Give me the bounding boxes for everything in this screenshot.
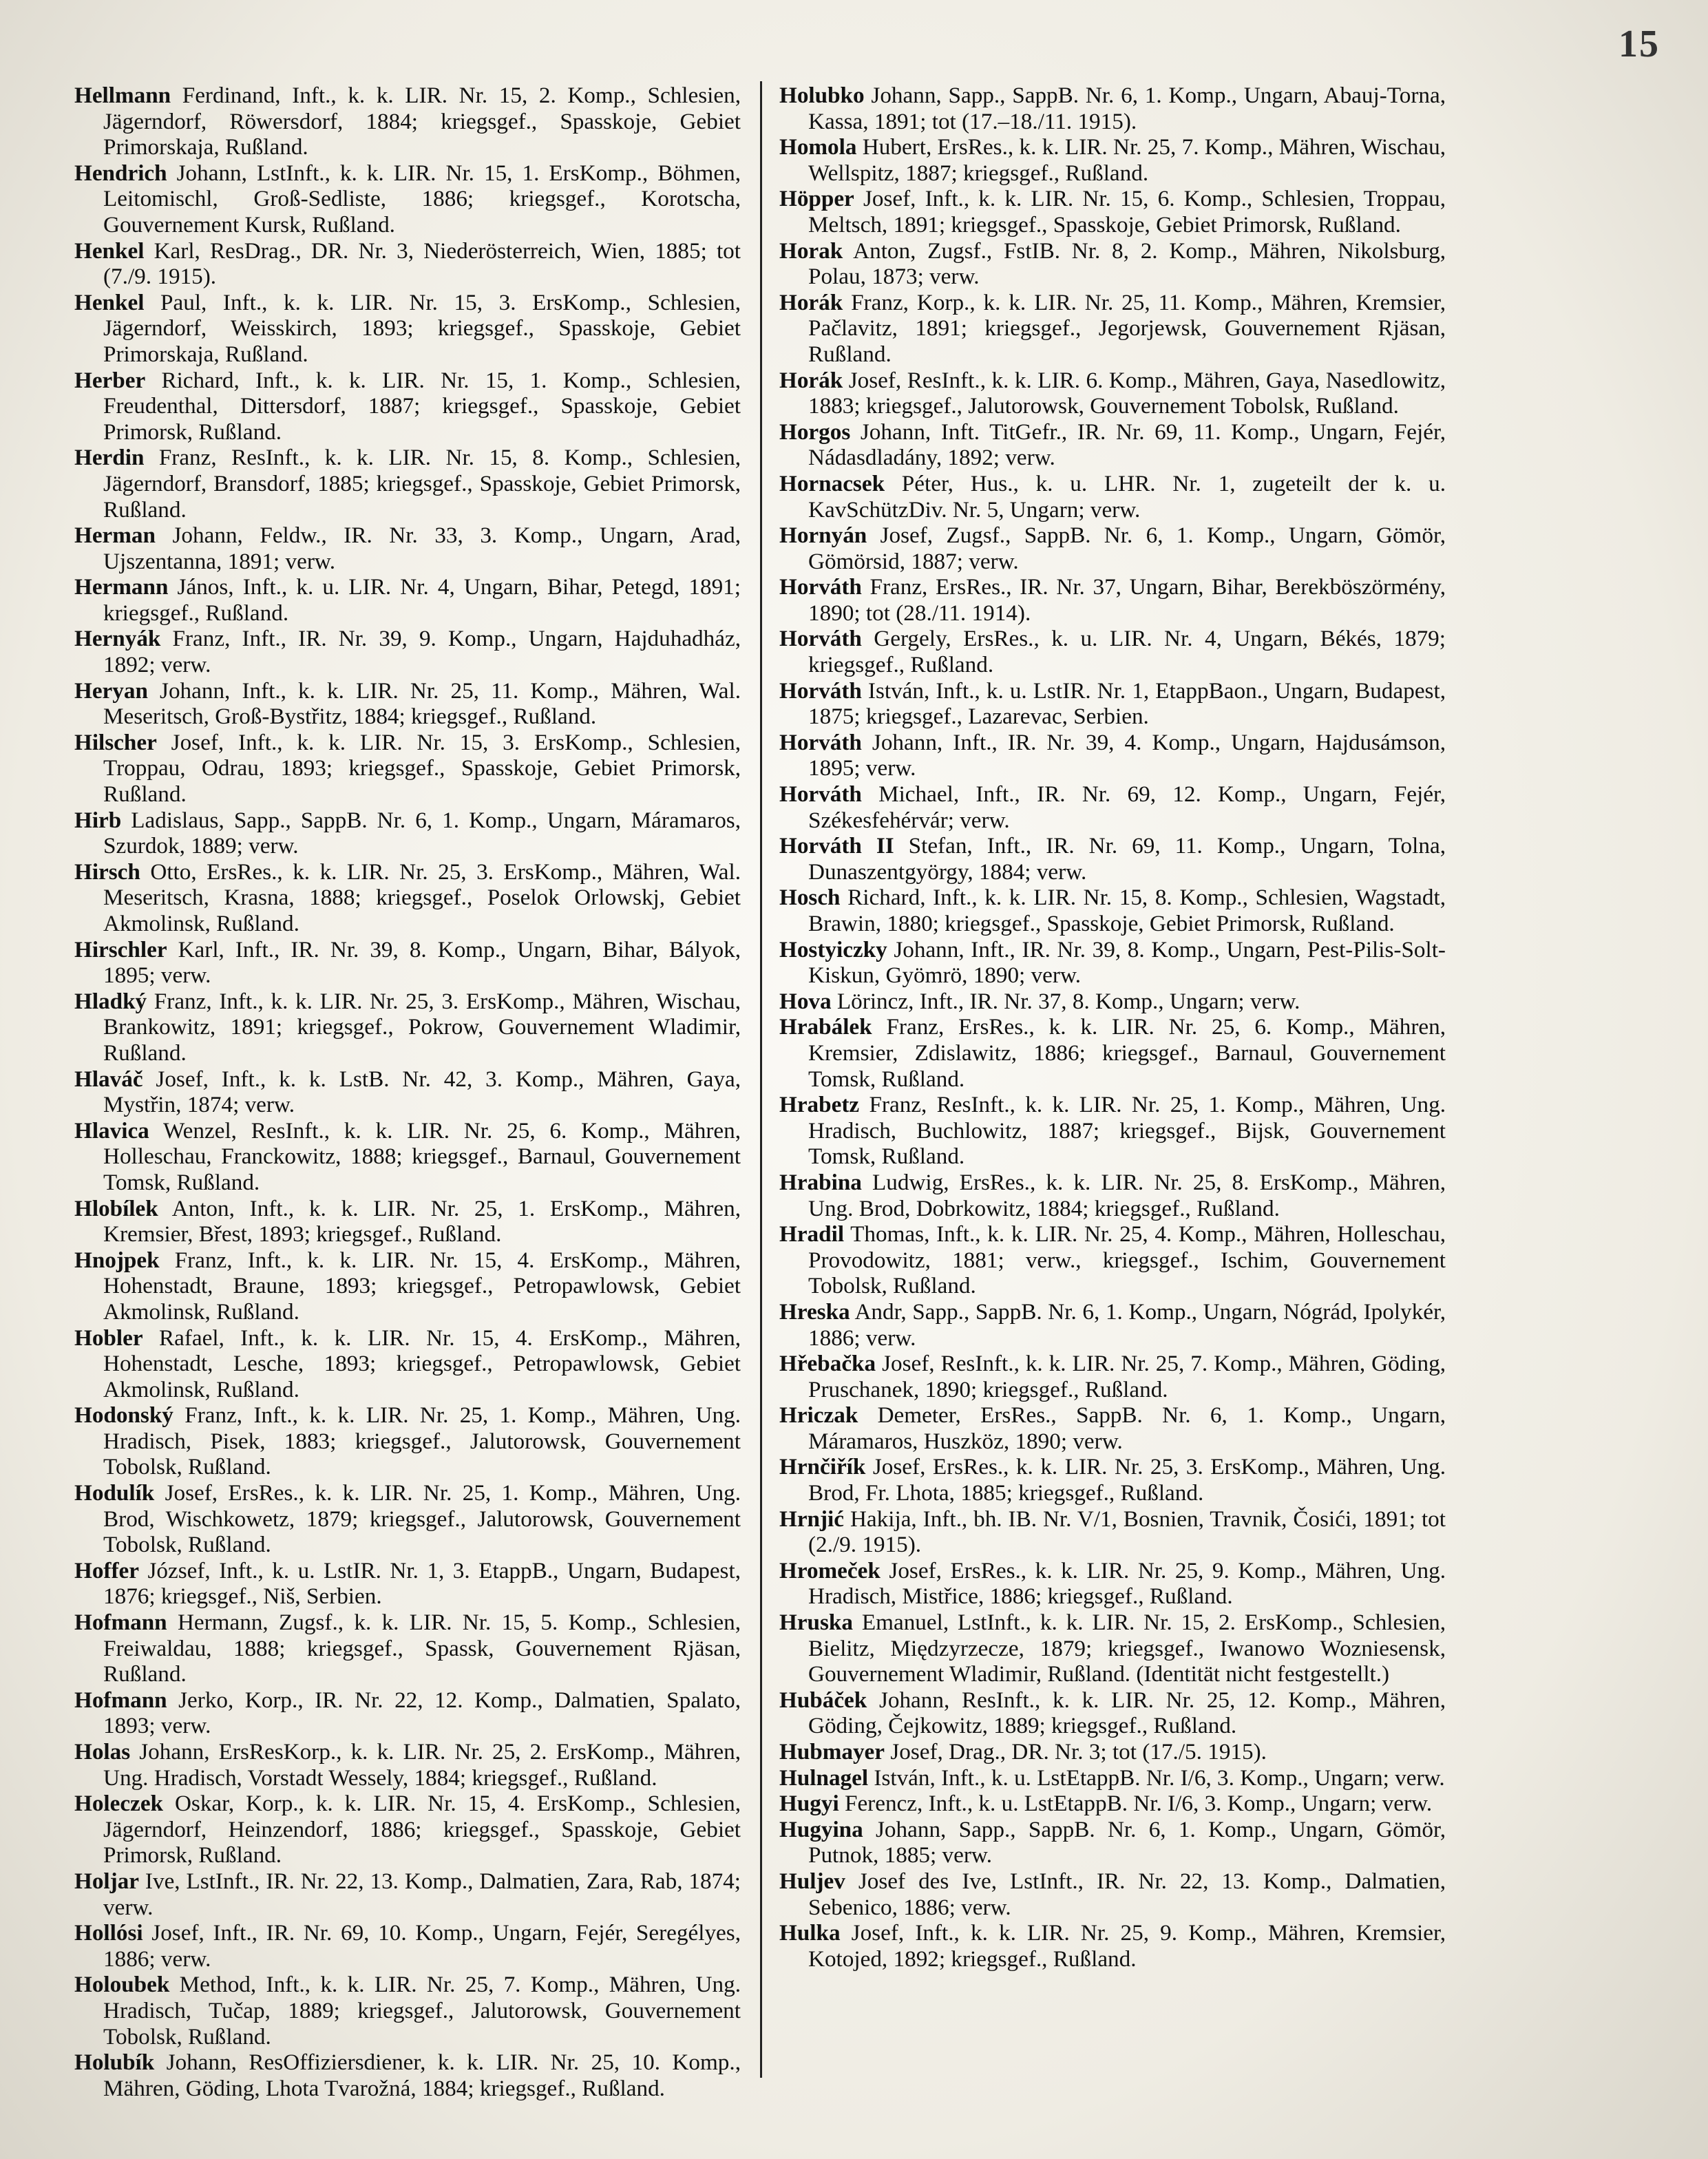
entry-surname: Hrnčiřík <box>779 1454 866 1480</box>
entry-surname: Hlobílek <box>74 1195 158 1221</box>
entry-surname: Horgos <box>779 419 851 445</box>
entry-surname: Hermann <box>74 574 169 600</box>
list-entry <box>74 1066 741 1118</box>
entry-details: Thomas, Inft., k. k. LIR. Nr. 25, 4. Komp., Mähren, Holleschau, Provodowitz, 1881; verw., kriegsgef., Ischim, Gouvernement Tobolsk, Rußland. <box>808 1221 1446 1299</box>
entry-details: Hermann, Zugsf., k. k. LIR. Nr. 15, 5. Komp., Schlesien, Freiwaldau, 1888; kriegsgef., Spassk, Gouvernement Rjäsan, Rußland. <box>103 1610 741 1687</box>
entry-details: Andr, Sapp., SappB. Nr. 6, 1. Komp., Ungarn, Nógrád, Ipolykér, 1886; verw. <box>808 1298 1446 1351</box>
entry-details: Josef, ErsRes., k. k. LIR. Nr. 25, 9. Komp., Mähren, Ung. Hradisch, Mistřice, 1886; kriegsgef., Rußland. <box>808 1557 1446 1610</box>
list-entry <box>779 626 1446 677</box>
entry-surname: Horváth II <box>779 833 894 859</box>
list-entry <box>779 781 1446 833</box>
entry-surname: Horváth <box>779 626 862 652</box>
entry-details: Josef, Inft., IR. Nr. 69, 10. Komp., Ungarn, Fejér, Seregélyes, 1886; verw. <box>103 1920 741 1972</box>
page-number: 15 <box>1619 23 1660 65</box>
list-entry <box>779 523 1446 574</box>
list-entry <box>74 1687 741 1739</box>
entry-details: Josef, Zugsf., SappB. Nr. 6, 1. Komp., Ungarn, Gömör, Gömörsid, 1887; verw. <box>808 523 1446 574</box>
entry-details: Ladislaus, Sapp., SappB. Nr. 6, 1. Komp., Ungarn, Máramaros, Szurdok, 1889; verw. <box>103 807 741 859</box>
entry-details: Richard, Inft., k. k. LIR. Nr. 15, 1. Komp., Schlesien, Freudenthal, Dittersdorf, 1887; kriegsgef., Spasskoje, Gebiet Primorsk, Rußland. <box>103 367 741 445</box>
entry-surname: Horváth <box>779 781 862 808</box>
entry-surname: Hrabetz <box>779 1092 860 1118</box>
list-entry <box>779 1092 1446 1170</box>
list-entry <box>74 626 741 677</box>
entry-details: Johann, Inft., k. k. LIR. Nr. 25, 11. Komp., Mähren, Wal. Meseritsch, Groß-Bystřitz, 1884; kriegsgef., Rußland. <box>103 677 741 730</box>
entry-details: Péter, Hus., k. u. LHR. Nr. 1, zugeteilt der k. u. KavSchützDiv. Nr. 5, Ungarn; verw. <box>808 470 1446 523</box>
entry-details: Hakija, Inft., bh. IB. Nr. V/1, Bosnien, Travnik, Čosići, 1891; tot (2./9. 1915). <box>808 1506 1446 1558</box>
list-entry <box>74 1610 741 1687</box>
entry-surname: Huljev <box>779 1868 845 1894</box>
list-entry <box>779 1868 1446 1920</box>
entry-surname: Hřebačka <box>779 1351 876 1377</box>
entry-details: Rafael, Inft., k. k. LIR. Nr. 15, 4. ErsKomp., Mähren, Hohenstadt, Lesche, 1893; kriegsgef., Petropawlowsk, Gebiet Akmolinsk, Rußland. <box>103 1325 741 1402</box>
entry-details: Josef, ResInft., k. k. LIR. Nr. 25, 7. Komp., Mähren, Göding, Pruschanek, 1890; kriegsgef., Rußland. <box>808 1351 1446 1402</box>
entry-surname: Hulka <box>779 1920 841 1946</box>
entry-details: Ive, LstInft., IR. Nr. 22, 13. Komp., Dalmatien, Zara, Rab, 1874; verw. <box>103 1868 741 1920</box>
entry-details: Josef, Drag., DR. Nr. 3; tot (17./5. 1915). <box>885 1739 1267 1765</box>
list-entry <box>74 574 741 626</box>
list-entry <box>74 1739 741 1791</box>
list-entry <box>74 160 741 238</box>
entry-surname: Hova <box>779 988 832 1014</box>
entry-details: Richard, Inft., k. k. LIR. Nr. 15, 8. Komp., Schlesien, Wagstadt, Brawin, 1880; kriegsgef., Spasskoje, Gebiet Primorsk, Rußland. <box>808 885 1446 936</box>
entry-surname: Henkel <box>74 289 145 315</box>
entry-surname: Holjar <box>74 1868 140 1894</box>
entry-details: Karl, Inft., IR. Nr. 39, 8. Komp., Ungarn, Bihar, Bályok, 1895; verw. <box>103 936 741 989</box>
entry-details: Method, Inft., k. k. LIR. Nr. 25, 7. Komp., Mähren, Ung. Hradisch, Tučap, 1889; kriegsgef., Jalutorowsk, Gouvernement Tobolsk, Rußland. <box>103 1972 741 2050</box>
entry-surname: Holubko <box>779 83 865 108</box>
entry-surname: Horváth <box>779 677 862 704</box>
entry-details: Michael, Inft., IR. Nr. 69, 12. Komp., Ungarn, Fejér, Székesfehérvár; verw. <box>808 781 1446 833</box>
right-column <box>779 83 1446 1972</box>
list-entry <box>779 290 1446 368</box>
column-divider <box>760 81 762 2078</box>
entry-surname: Hradil <box>779 1221 845 1247</box>
entry-surname: Hugyi <box>779 1791 839 1817</box>
entry-surname: Hrabálek <box>779 1014 872 1040</box>
list-entry <box>779 83 1446 134</box>
list-entry <box>779 1687 1446 1739</box>
entry-details: Hubert, ErsRes., k. k. LIR. Nr. 25, 7. Komp., Mähren, Wischau, Wellspitz, 1887; kriegsgef., Rußland. <box>808 134 1446 186</box>
entry-details: Emanuel, LstInft., k. k. LIR. Nr. 15, 2. ErsKomp., Schlesien, Bielitz, Międzyrzecze, 1879; kriegsgef., Iwanowo Wozniesensk, Gouvernement Wladimir, Rußland. (Identität nicht festgestellt.) <box>808 1610 1446 1687</box>
list-entry <box>779 134 1446 186</box>
entry-details: Josef, Inft., k. k. LIR. Nr. 25, 9. Komp., Mähren, Kremsier, Kotojed, 1892; kriegsgef., Rußland. <box>808 1920 1446 1972</box>
list-entry <box>779 1351 1446 1402</box>
entry-details: Josef, ErsRes., k. k. LIR. Nr. 25, 3. ErsKomp., Mähren, Ung. Brod, Fr. Lhota, 1885; kriegsgef., Rußland. <box>808 1454 1446 1506</box>
entry-details: Wenzel, ResInft., k. k. LIR. Nr. 25, 6. Komp., Mähren, Holleschau, Franckowitz, 1888; kriegsgef., Barnaul, Gouvernement Tomsk, Rußland. <box>103 1117 741 1195</box>
list-entry <box>74 1247 741 1325</box>
list-entry <box>779 186 1446 238</box>
entry-details: Anton, Zugsf., FstIB. Nr. 8, 2. Komp., Mähren, Nikolsburg, Polau, 1873; verw. <box>808 238 1446 290</box>
entry-details: Stefan, Inft., IR. Nr. 69, 11. Komp., Ungarn, Tolna, Dunaszentgyörgy, 1884; verw. <box>808 833 1446 885</box>
entry-surname: Homola <box>779 134 857 160</box>
entry-details: Franz, Inft., IR. Nr. 39, 9. Komp., Ungarn, Hajduhadház, 1892; verw. <box>103 626 741 678</box>
list-entry <box>74 1118 741 1196</box>
entry-details: Oskar, Korp., k. k. LIR. Nr. 15, 4. ErsKomp., Schlesien, Jägerndorf, Heinzendorf, 1886; kriegsgef., Spasskoje, Gebiet Primorsk, Rußland. <box>103 1791 741 1868</box>
entry-details: Johann, Inft. TitGefr., IR. Nr. 69, 11. Komp., Ungarn, Fejér, Nádasdladány, 1892; verw. <box>808 419 1446 471</box>
list-entry <box>74 859 741 937</box>
entry-details: Johann, ResInft., k. k. LIR. Nr. 25, 12. Komp., Mähren, Göding, Čejkowitz, 1889; kriegsgef., Rußland. <box>808 1687 1446 1739</box>
entry-details: Karl, ResDrag., DR. Nr. 3, Niederösterreich, Wien, 1885; tot (7./9. 1915). <box>103 238 741 290</box>
list-entry <box>74 238 741 290</box>
list-entry <box>779 419 1446 471</box>
entry-surname: Hellmann <box>74 83 171 108</box>
list-entry <box>74 730 741 808</box>
list-entry <box>779 1014 1446 1092</box>
entry-surname: Hofmann <box>74 1610 167 1636</box>
entry-details: Josef, Inft., k. k. LIR. Nr. 15, 6. Komp., Schlesien, Troppau, Meltsch, 1891; kriegsgef., Spasskoje, Gebiet Primorsk, Rußland. <box>808 186 1446 238</box>
entry-details: Franz, Inft., k. k. LIR. Nr. 25, 1. Komp., Mähren, Ung. Hradisch, Pisek, 1883; kriegsgef., Jalutorowsk, Gouvernement Tobolsk, Rußland. <box>103 1402 741 1480</box>
entry-surname: Höpper <box>779 186 854 212</box>
list-entry <box>74 1402 741 1480</box>
entry-surname: Horak <box>779 238 843 264</box>
entry-details: Josef, Inft., k. k. LIR. Nr. 15, 3. ErsKomp., Schlesien, Troppau, Odrau, 1893; kriegsgef., Spasskoje, Gebiet Primorsk, Rußland. <box>103 729 741 808</box>
entry-details: Franz, ResInft., k. k. LIR. Nr. 15, 8. Komp., Schlesien, Jägerndorf, Bransdorf, 1885; kriegsgef., Spasskoje, Gebiet Primorsk, Rußland. <box>103 445 741 523</box>
list-entry <box>74 678 741 730</box>
entry-details: Johann, Inft., IR. Nr. 39, 8. Komp., Ungarn, Pest-Pilis-Solt-Kiskun, Gyömrö, 1890; verw. <box>808 936 1446 989</box>
entry-details: Josef, Inft., k. k. LstB. Nr. 42, 3. Komp., Mähren, Gaya, Mystřin, 1874; verw. <box>103 1066 741 1118</box>
entry-details: Franz, ErsRes., IR. Nr. 37, Ungarn, Bihar, Berekböszörmény, 1890; tot (28./11. 1914). <box>808 574 1446 626</box>
list-entry <box>74 1480 741 1558</box>
entry-surname: Horák <box>779 289 843 315</box>
list-entry <box>779 989 1446 1015</box>
entry-surname: Hnojpek <box>74 1247 160 1273</box>
entry-surname: Henkel <box>74 238 145 264</box>
list-entry <box>74 1868 741 1920</box>
entry-details: Johann, LstInft., k. k. LIR. Nr. 15, 1. ErsKomp., Böhmen, Leitomischl, Groß-Sedliste, 1886; kriegsgef., Korotscha, Gouvernement Kursk, Rußland. <box>103 160 741 238</box>
entry-details: István, Inft., k. u. LstIR. Nr. 1, EtappBaon., Ungarn, Budapest, 1875; kriegsgef., Lazarevac, Serbien. <box>808 677 1446 730</box>
entry-details: Ferdinand, Inft., k. k. LIR. Nr. 15, 2. Komp., Schlesien, Jägerndorf, Röwersdorf, 1884; kriegsgef., Spasskoje, Gebiet Primorskaja, Rußland. <box>103 83 741 160</box>
entry-details: Johann, Inft., IR. Nr. 39, 4. Komp., Ungarn, Hajdusámson, 1895; verw. <box>808 729 1446 781</box>
entry-details: István, Inft., k. u. LstEtappB. Nr. I/6, 3. Komp., Ungarn; verw. <box>868 1765 1445 1791</box>
entry-details: Otto, ErsRes., k. k. LIR. Nr. 25, 3. ErsKomp., Mähren, Wal. Meseritsch, Krasna, 1888; kriegsgef., Poselok Orlowskj, Gebiet Akmolinsk, Rußland. <box>103 859 741 936</box>
entry-surname: Hostyiczky <box>779 936 887 962</box>
entry-details: Anton, Inft., k. k. LIR. Nr. 25, 1. ErsKomp., Mähren, Kremsier, Břest, 1893; kriegsgef., Rußland. <box>103 1195 741 1247</box>
list-entry <box>779 1558 1446 1610</box>
entry-surname: Hirsch <box>74 859 140 885</box>
list-entry <box>779 1170 1446 1221</box>
entry-surname: Horváth <box>779 729 862 755</box>
list-entry <box>779 238 1446 290</box>
list-entry <box>779 574 1446 626</box>
entry-surname: Hornyán <box>779 523 867 549</box>
entry-details: Gergely, ErsRes., k. u. LIR. Nr. 4, Ungarn, Békés, 1879; kriegsgef., Rußland. <box>808 626 1446 678</box>
entry-surname: Horváth <box>779 574 862 600</box>
entry-surname: Heryan <box>74 677 148 704</box>
entry-surname: Hrnjić <box>779 1506 845 1532</box>
entry-surname: Hruska <box>779 1610 853 1636</box>
list-entry <box>74 523 741 574</box>
entry-surname: Hlaváč <box>74 1066 143 1092</box>
list-entry <box>779 1299 1446 1351</box>
entry-details: Johann, Feldw., IR. Nr. 33, 3. Komp., Ungarn, Arad, Ujszentanna, 1891; verw. <box>103 523 741 574</box>
entry-surname: Hugyina <box>779 1816 863 1842</box>
entry-surname: Holas <box>74 1739 131 1765</box>
list-entry <box>779 1454 1446 1506</box>
left-column <box>74 83 741 2101</box>
entry-surname: Herman <box>74 523 156 549</box>
list-entry <box>779 1817 1446 1868</box>
list-entry <box>74 808 741 859</box>
list-entry <box>779 1920 1446 1972</box>
list-entry <box>779 833 1446 885</box>
list-entry <box>74 1325 741 1403</box>
list-entry <box>779 368 1446 419</box>
list-entry <box>74 1972 741 2050</box>
list-entry <box>74 445 741 523</box>
entry-details: Franz, ErsRes., k. k. LIR. Nr. 25, 6. Komp., Mähren, Kremsier, Zdislawitz, 1886; kriegsgef., Barnaul, Gouvernement Tomsk, Rußland. <box>808 1014 1446 1092</box>
list-entry <box>779 1402 1446 1454</box>
list-entry <box>74 1558 741 1610</box>
entry-surname: Hornacsek <box>779 470 885 496</box>
entry-details: Johann, ResOffiziersdiener, k. k. LIR. Nr. 25, 10. Komp., Mähren, Göding, Lhota Tvarožná, 1884; kriegsgef., Rußland. <box>103 2050 741 2101</box>
entry-surname: Herber <box>74 367 146 393</box>
entry-details: Johann, Sapp., SappB. Nr. 6, 1. Komp., Ungarn, Abauj-Torna, Kassa, 1891; tot (17.–18./11. 1915). <box>808 83 1446 134</box>
entry-details: Demeter, ErsRes., SappB. Nr. 6, 1. Komp., Ungarn, Máramaros, Huszköz, 1890; verw. <box>808 1402 1446 1454</box>
entry-surname: Holeczek <box>74 1791 164 1817</box>
entry-surname: Hernyák <box>74 626 161 652</box>
list-entry <box>779 471 1446 523</box>
entry-surname: Hendrich <box>74 160 167 186</box>
entry-surname: Holubík <box>74 2050 155 2076</box>
entry-surname: Hodulík <box>74 1480 155 1506</box>
list-entry <box>74 83 741 160</box>
entry-surname: Herdin <box>74 445 145 471</box>
list-entry <box>74 937 741 989</box>
entry-details: János, Inft., k. u. LIR. Nr. 4, Ungarn, Bihar, Petegd, 1891; kriegsgef., Rußland. <box>103 574 741 626</box>
list-entry <box>74 2050 741 2101</box>
entry-surname: Hilscher <box>74 729 157 755</box>
list-entry <box>779 937 1446 989</box>
list-entry <box>779 1506 1446 1558</box>
list-entry <box>74 1196 741 1247</box>
entry-surname: Holoubek <box>74 1972 170 1998</box>
list-entry <box>779 1610 1446 1687</box>
entry-details: Johann, ErsResKorp., k. k. LIR. Nr. 25, 2. ErsKomp., Mähren, Ung. Hradisch, Vorstadt Wessely, 1884; kriegsgef., Rußland. <box>103 1739 741 1791</box>
list-entry <box>74 1920 741 1972</box>
entry-details: Johann, Sapp., SappB. Nr. 6, 1. Komp., Ungarn, Gömör, Putnok, 1885; verw. <box>808 1816 1446 1868</box>
entry-surname: Hirschler <box>74 936 167 962</box>
entry-details: Jerko, Korp., IR. Nr. 22, 12. Komp., Dalmatien, Spalato, 1893; verw. <box>103 1687 741 1739</box>
entry-details: Franz, Inft., k. k. LIR. Nr. 15, 4. ErsKomp., Mähren, Hohenstadt, Braune, 1893; kriegsgef., Petropawlowsk, Gebiet Akmolinsk, Rußland. <box>103 1247 741 1325</box>
entry-surname: Hladký <box>74 988 147 1014</box>
entry-details: Josef des Ive, LstInft., IR. Nr. 22, 13. Komp., Dalmatien, Sebenico, 1886; verw. <box>808 1868 1446 1920</box>
entry-details: Ferencz, Inft., k. u. LstEtappB. Nr. I/6, 3. Komp., Ungarn; verw. <box>839 1791 1433 1817</box>
entry-surname: Hoffer <box>74 1557 139 1583</box>
list-entry <box>74 1791 741 1868</box>
entry-surname: Hobler <box>74 1325 143 1351</box>
entry-surname: Horák <box>779 367 843 393</box>
list-entry <box>74 989 741 1066</box>
entry-surname: Hromeček <box>779 1557 881 1583</box>
list-entry <box>779 1791 1446 1817</box>
list-entry <box>779 678 1446 730</box>
list-entry <box>74 368 741 445</box>
entry-details: Lörincz, Inft., IR. Nr. 37, 8. Komp., Ungarn; verw. <box>831 988 1300 1014</box>
list-entry <box>74 290 741 368</box>
entry-details: József, Inft., k. u. LstIR. Nr. 1, 3. EtappB., Ungarn, Budapest, 1876; kriegsgef., Niš, Serbien. <box>103 1557 741 1610</box>
entry-surname: Hofmann <box>74 1687 167 1713</box>
entry-details: Franz, ResInft., k. k. LIR. Nr. 25, 1. Komp., Mähren, Ung. Hradisch, Buchlowitz, 1887; kriegsgef., Bijsk, Gouvernement Tomsk, Rußland. <box>808 1092 1446 1170</box>
entry-surname: Hubmayer <box>779 1739 885 1765</box>
entry-details: Josef, ErsRes., k. k. LIR. Nr. 25, 1. Komp., Mähren, Ung. Brod, Wischkowetz, 1879; kriegsgef., Jalutorowsk, Gouvernement Tobolsk, Rußland. <box>103 1480 741 1558</box>
list-entry <box>779 885 1446 936</box>
list-entry <box>779 1221 1446 1299</box>
entry-details: Paul, Inft., k. k. LIR. Nr. 15, 3. ErsKomp., Schlesien, Jägerndorf, Weisskirch, 1893; kriegsgef., Spasskoje, Gebiet Primorskaja, Rußland. <box>103 289 741 367</box>
entry-surname: Hubáček <box>779 1687 867 1713</box>
entry-surname: Hriczak <box>779 1402 858 1429</box>
list-entry <box>779 730 1446 781</box>
list-entry <box>779 1739 1446 1765</box>
entry-surname: Hollósi <box>74 1920 143 1946</box>
entry-surname: Hosch <box>779 885 841 911</box>
entry-details: Franz, Korp., k. k. LIR. Nr. 25, 11. Komp., Mähren, Kremsier, Pačlavitz, 1891; kriegsgef., Jegorjewsk, Gouvernement Rjäsan, Rußland. <box>808 289 1446 367</box>
entry-surname: Hreska <box>779 1298 850 1325</box>
entry-details: Ludwig, ErsRes., k. k. LIR. Nr. 25, 8. ErsKomp., Mähren, Ung. Brod, Dobrkowitz, 1884; kriegsgef., Rußland. <box>808 1169 1446 1221</box>
entry-surname: Hirb <box>74 807 122 833</box>
entry-surname: Hlavica <box>74 1117 149 1144</box>
list-entry <box>779 1765 1446 1791</box>
entry-surname: Hodonský <box>74 1402 173 1429</box>
entry-details: Josef, ResInft., k. k. LIR. 6. Komp., Mähren, Gaya, Nasedlowitz, 1883; kriegsgef., Jalutorowsk, Gouvernement Tobolsk, Rußland. <box>808 367 1446 419</box>
entry-surname: Hulnagel <box>779 1765 869 1791</box>
entry-details: Franz, Inft., k. k. LIR. Nr. 25, 3. ErsKomp., Mähren, Wischau, Brankowitz, 1891; kriegsgef., Pokrow, Gouvernement Wladimir, Rußland. <box>103 988 741 1066</box>
entry-surname: Hrabina <box>779 1169 862 1195</box>
